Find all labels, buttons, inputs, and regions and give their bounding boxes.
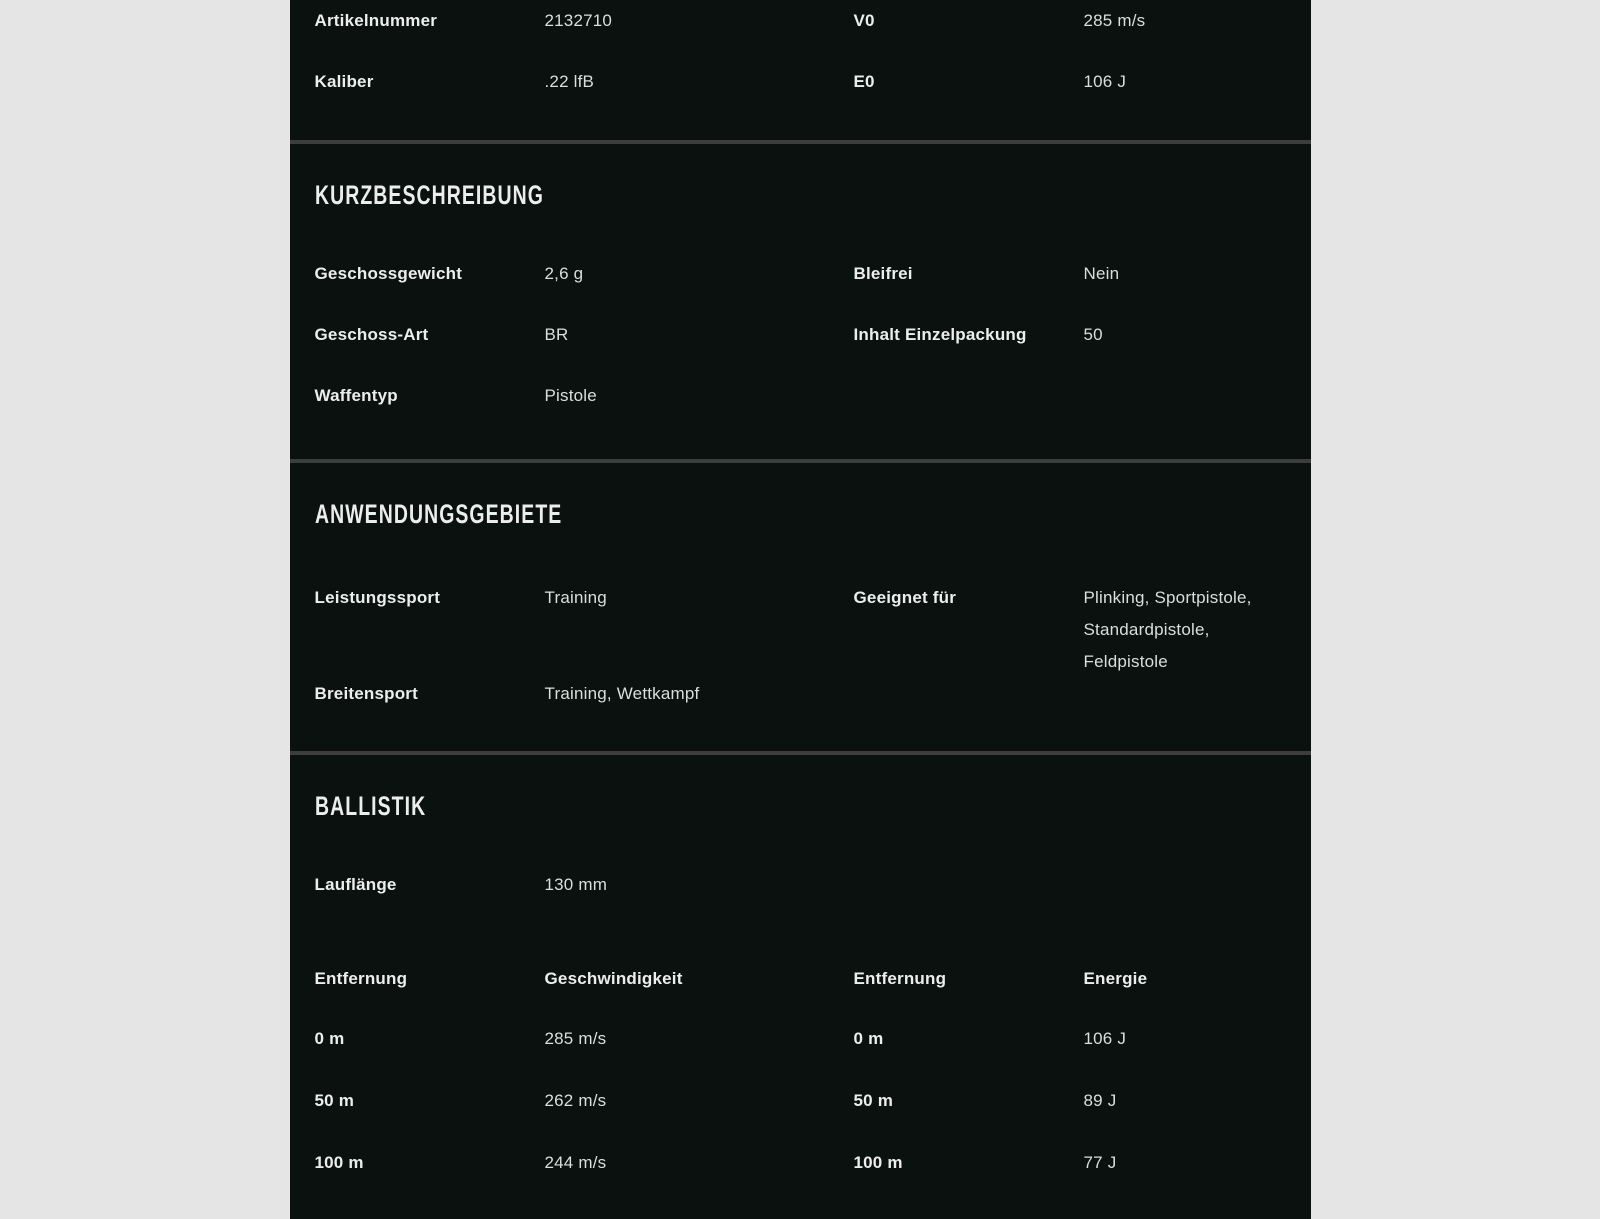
- table-row: [315, 1023, 1299, 1055]
- spec-row: [315, 319, 1299, 351]
- spec-value: BR: [544, 325, 569, 344]
- section-kurzbeschreibung: [290, 144, 1311, 459]
- section-anwendungsgebiete: [290, 463, 1311, 751]
- spec-value: Plinking, Sportpistole, Standardpistole, Feldpistole: [1083, 588, 1252, 671]
- spec-label: Geschossgewicht: [314, 264, 463, 283]
- table-header-row: [315, 963, 1299, 995]
- spec-value: 130 mm: [544, 875, 608, 894]
- ballistics-table: [315, 963, 1299, 1179]
- spec-row: [315, 678, 1299, 710]
- table-cell-distance: 0 m: [314, 1029, 345, 1048]
- spec-row: [315, 258, 1299, 290]
- spec-label: E0: [853, 72, 875, 91]
- table-cell-distance: 100 m: [314, 1153, 364, 1172]
- section-heading: BALLISTIK: [314, 791, 426, 821]
- spec-label: Artikelnummer: [314, 11, 438, 30]
- section-heading: ANWENDUNGSGEBIETE: [314, 499, 562, 529]
- spec-label: Kaliber: [314, 72, 374, 91]
- product-spec-panel: [290, 0, 1311, 1219]
- table-header: Entfernung: [853, 969, 947, 988]
- spec-value: 285 m/s: [1083, 11, 1146, 30]
- spec-label: [854, 678, 1084, 710]
- table-cell-distance: 50 m: [314, 1091, 355, 1110]
- spec-label: [854, 380, 1084, 412]
- spec-value: Training: [544, 588, 607, 607]
- spec-label: Geeignet für: [853, 588, 957, 607]
- spec-label: Inhalt Einzelpackung: [853, 325, 1027, 344]
- section-heading: KURZBESCHREIBUNG: [314, 180, 544, 210]
- table-row: [315, 1147, 1299, 1179]
- table-header: Energie: [1083, 969, 1148, 988]
- section-article-data: [290, 0, 1311, 140]
- spec-label: V0: [853, 11, 875, 30]
- spec-value: .22 lfB: [544, 72, 595, 91]
- table-cell-distance: 100 m: [853, 1153, 903, 1172]
- spec-value: 106 J: [1083, 72, 1127, 91]
- table-cell-velocity: 285 m/s: [544, 1029, 607, 1048]
- table-cell-energy: 77 J: [1083, 1153, 1117, 1172]
- spec-value: 2,6 g: [544, 264, 584, 283]
- table-cell-energy: 89 J: [1083, 1091, 1117, 1110]
- spec-label: Waffentyp: [314, 386, 398, 405]
- spec-value: Pistole: [544, 386, 597, 405]
- spec-value: [1084, 678, 1299, 710]
- spec-row: [315, 66, 1299, 98]
- table-header: Geschwindigkeit: [544, 969, 683, 988]
- section-ballistik: [290, 755, 1311, 1219]
- spec-label: Breitensport: [314, 684, 418, 703]
- spec-label: Bleifrei: [853, 264, 913, 283]
- spec-row: [315, 869, 1299, 901]
- spec-value: [1084, 380, 1299, 412]
- table-cell-velocity: 262 m/s: [544, 1091, 607, 1110]
- spec-row: [315, 582, 1299, 678]
- table-cell-distance: 0 m: [853, 1029, 884, 1048]
- table-row: [315, 1085, 1299, 1117]
- spec-label: Leistungssport: [314, 588, 441, 607]
- table-header: Entfernung: [314, 969, 408, 988]
- spec-value: Nein: [1083, 264, 1120, 283]
- spec-row: [315, 5, 1299, 37]
- spec-label: Geschoss-Art: [314, 325, 429, 344]
- spec-value: Training, Wettkampf: [544, 684, 700, 703]
- spec-label: Lauflänge: [314, 875, 397, 894]
- table-cell-energy: 106 J: [1083, 1029, 1127, 1048]
- spec-row: [315, 380, 1299, 412]
- table-cell-distance: 50 m: [853, 1091, 894, 1110]
- table-cell-velocity: 244 m/s: [544, 1153, 607, 1172]
- spec-value: 50: [1083, 325, 1103, 344]
- spec-value: 2132710: [544, 11, 613, 30]
